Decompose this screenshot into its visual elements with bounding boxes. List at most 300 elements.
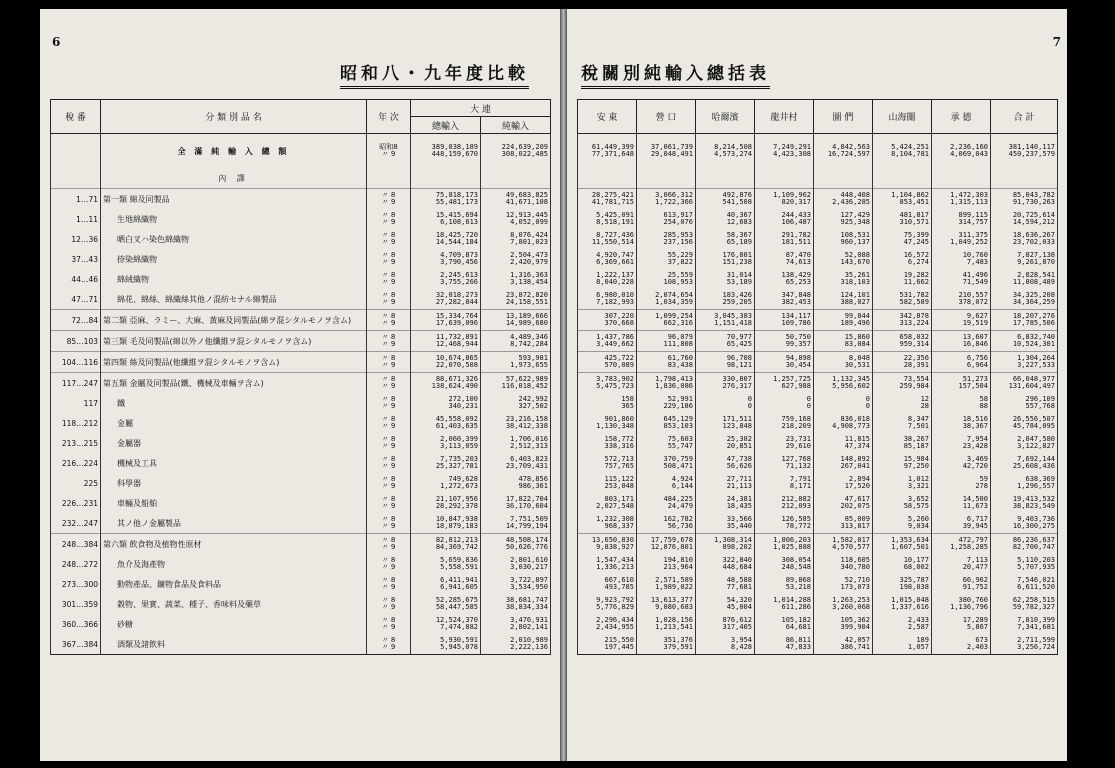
- value-year-8: 33,566: [726, 515, 752, 523]
- row-category: 全 滿 純 輸 入 總 額: [101, 134, 367, 169]
- value-year-9: 97,250: [903, 462, 929, 470]
- value-year-9: 4,423,308: [773, 150, 811, 158]
- value-year-8: 〃 8: [381, 354, 396, 362]
- row-category: 車輛及船舶: [101, 493, 367, 513]
- value-year-8: 1,099,254: [655, 312, 693, 320]
- value-year-8: 1,132,345: [832, 375, 870, 383]
- row-code: 248…384: [51, 534, 101, 555]
- value-year-9: 16,846: [962, 340, 988, 348]
- value-year-9: 0: [806, 402, 811, 410]
- table-row: [51, 473, 551, 493]
- value-year-9: 5,945,078: [440, 643, 478, 651]
- table-row: [578, 634, 1058, 655]
- value-year-9: 28: [920, 402, 929, 410]
- row-category: 綿絨織物: [101, 269, 367, 289]
- value-year-8: 82,812,213: [435, 536, 478, 544]
- value-year-8: 2,433: [907, 616, 929, 624]
- value-year-8: 50,750: [785, 333, 811, 341]
- value-year-8: 7,751,509: [510, 515, 548, 523]
- value-year-9: 6,964: [966, 361, 988, 369]
- value-year-9: 4,069,043: [950, 150, 988, 158]
- row-code: 226…231: [51, 493, 101, 513]
- value-year-9: 1,973,655: [510, 361, 548, 369]
- value-year-8: 105,182: [781, 616, 811, 624]
- value-year-8: 212,882: [781, 495, 811, 503]
- row-category: 科學器: [101, 473, 367, 493]
- table-row: [51, 493, 551, 513]
- value-year-9: 88: [979, 402, 988, 410]
- value-year-9: 68,002: [903, 563, 929, 571]
- value-year-8: 478,856: [518, 475, 548, 483]
- value-year-8: 5,110,203: [1017, 556, 1055, 564]
- value-year-8: 18,636,267: [1012, 231, 1055, 239]
- value-year-9: 〃 9: [381, 563, 396, 571]
- header-customs-2: 哈爾濱: [696, 100, 755, 134]
- value-year-9: 340,231: [448, 402, 478, 410]
- value-year-8: 52,285,675: [435, 596, 478, 604]
- value-year-9: 138,624,490: [431, 382, 478, 390]
- value-year-9: 65,189: [726, 238, 752, 246]
- value-year-8: 12: [920, 395, 929, 403]
- value-year-8: 45,558,092: [435, 415, 478, 423]
- value-year-8: 75,399: [903, 231, 929, 239]
- header-customs-5: 山海關: [873, 100, 932, 134]
- value-year-8: 〃 8: [381, 576, 396, 584]
- value-year-9: 4,908,773: [832, 422, 870, 430]
- table-row: [51, 594, 551, 614]
- value-year-8: 138,429: [781, 271, 811, 279]
- value-year-8: 〃 8: [381, 596, 396, 604]
- value-year-9: 7,182,993: [596, 298, 634, 306]
- value-year-8: 48,588: [726, 576, 752, 584]
- value-year-9: 5,475,723: [596, 382, 634, 390]
- value-year-9: 310,571: [899, 218, 929, 226]
- value-year-8: 57,622,989: [505, 375, 548, 383]
- value-year-8: 21,107,956: [435, 495, 478, 503]
- value-year-9: 〃 9: [381, 238, 396, 246]
- value-year-9: 109,786: [781, 319, 811, 327]
- value-year-8: 99,844: [844, 312, 870, 320]
- value-year-8: 803,171: [604, 495, 634, 503]
- value-year-9: 314,757: [958, 218, 988, 226]
- value-year-8: 62,258,515: [1012, 596, 1055, 604]
- value-year-8: 115,122: [604, 475, 634, 483]
- value-year-9: 111,808: [663, 340, 693, 348]
- value-year-8: 10,177: [903, 556, 929, 564]
- row-code: 225: [51, 473, 101, 493]
- value-year-8: 13,613,377: [650, 596, 693, 604]
- value-year-8: 13,650,830: [591, 536, 634, 544]
- row-code: 85…103: [51, 331, 101, 352]
- row-code: 360…366: [51, 614, 101, 634]
- value-year-8: 1,304,264: [1017, 354, 1055, 362]
- value-year-8: 2,010,989: [510, 636, 548, 644]
- table-row: [578, 534, 1058, 555]
- value-year-8: 〃 8: [381, 616, 396, 624]
- value-year-8: 2,074,654: [655, 291, 693, 299]
- value-year-9: 7,501: [907, 422, 929, 430]
- value-year-8: 658,032: [899, 333, 929, 341]
- value-year-8: 58,367: [726, 231, 752, 239]
- value-year-8: 126,585: [781, 515, 811, 523]
- value-year-9: 1,136,796: [950, 603, 988, 611]
- value-year-8: 27,711: [726, 475, 752, 483]
- value-year-8: 244,433: [781, 211, 811, 219]
- value-year-8: 41,496: [962, 271, 988, 279]
- value-year-8: 〃 8: [381, 291, 396, 299]
- value-year-9: 1,272,673: [440, 482, 478, 490]
- value-year-9: 30,531: [844, 361, 870, 369]
- row-category: 第二類 亞麻、ラミー、大麻、黃麻及同製品(綿ヲ混シタルモノヲ含ム): [101, 310, 367, 331]
- value-year-8: 11,815: [844, 435, 870, 443]
- value-year-8: 210,557: [958, 291, 988, 299]
- value-year-9: 2,222,136: [510, 643, 548, 651]
- value-year-8: 2,236,160: [950, 143, 988, 151]
- value-year-9: 〃 9: [381, 218, 396, 226]
- value-year-9: 1,315,113: [950, 198, 988, 206]
- value-year-8: 158,772: [604, 435, 634, 443]
- value-year-8: 3,783,902: [596, 375, 634, 383]
- row-category: 晒白叉ハ染色綿織物: [101, 229, 367, 249]
- value-year-9: 28,391: [903, 361, 929, 369]
- value-year-9: 38,823,549: [1012, 502, 1055, 510]
- header-customs-1: 營 口: [637, 100, 696, 134]
- value-year-8: 307,220: [604, 312, 634, 320]
- value-year-9: 〃 9: [381, 643, 396, 651]
- value-year-8: 5,930,591: [440, 636, 478, 644]
- value-year-8: 61,760: [667, 354, 693, 362]
- value-year-8: 6,980,010: [596, 291, 634, 299]
- value-year-9: 8,104,781: [891, 150, 929, 158]
- value-year-8: 381,140,117: [1008, 143, 1055, 151]
- value-year-9: 448,159,670: [431, 150, 478, 158]
- value-year-9: 143,670: [840, 258, 870, 266]
- value-year-9: 23,428: [962, 442, 988, 450]
- value-year-9: 340,780: [840, 563, 870, 571]
- value-year-9: 2,434,955: [596, 623, 634, 631]
- value-year-8: 380,760: [958, 596, 988, 604]
- value-year-8: 〃 8: [381, 395, 396, 403]
- row-code: [51, 168, 101, 189]
- value-year-9: 71,132: [785, 462, 811, 470]
- value-year-8: 572,713: [604, 455, 634, 463]
- value-year-9: 6,611,520: [1017, 583, 1055, 591]
- table-row: [578, 310, 1058, 331]
- value-year-9: 925,348: [840, 218, 870, 226]
- value-year-9: 11,662: [903, 278, 929, 286]
- table-row: [51, 373, 551, 394]
- value-year-9: 53,189: [726, 278, 752, 286]
- value-year-8: 127,768: [781, 455, 811, 463]
- value-year-8: 47,738: [726, 455, 752, 463]
- value-year-8: 4,920,747: [596, 251, 634, 259]
- value-year-8: 〃 8: [381, 271, 396, 279]
- value-year-9: 3,256,724: [1017, 643, 1055, 651]
- value-year-8: 48,508,174: [505, 536, 548, 544]
- value-year-9: 820,317: [781, 198, 811, 206]
- value-year-9: 8,171: [789, 482, 811, 490]
- value-year-8: 325,787: [899, 576, 929, 584]
- value-year-8: 6,832,740: [1017, 333, 1055, 341]
- value-year-8: 2,047,580: [1017, 435, 1055, 443]
- value-year-8: 2,296,434: [596, 616, 634, 624]
- value-year-8: 1,547,434: [596, 556, 634, 564]
- row-category: 第五類 金屬及同製品(鐵、機械及車輛ヲ含ム): [101, 373, 367, 394]
- value-year-9: 14,799,194: [505, 522, 548, 530]
- value-year-9: 3,755,266: [440, 278, 478, 286]
- value-year-9: 11,673: [962, 502, 988, 510]
- value-year-9: 0: [747, 402, 752, 410]
- value-year-8: 1,308,314: [714, 536, 752, 544]
- value-year-8: 1,222,137: [596, 271, 634, 279]
- left-table: [50, 99, 551, 655]
- value-year-8: 7,113: [966, 556, 988, 564]
- value-year-8: 85,043,782: [1012, 191, 1055, 199]
- value-year-8: 291,782: [781, 231, 811, 239]
- header-customs-3: 龍井村: [755, 100, 814, 134]
- value-year-8: 1,706,016: [510, 435, 548, 443]
- value-year-8: 6,411,941: [440, 576, 478, 584]
- value-year-9: 30,454: [785, 361, 811, 369]
- row-code: 301…359: [51, 594, 101, 614]
- value-year-9: 365: [621, 402, 634, 410]
- value-year-8: 54,320: [726, 596, 752, 604]
- table-row: [51, 534, 551, 555]
- value-year-8: 89,868: [785, 576, 811, 584]
- value-year-8: 1,806,203: [773, 536, 811, 544]
- value-year-8: 15,984: [903, 455, 929, 463]
- value-year-9: 151,238: [722, 258, 752, 266]
- value-year-9: 〃 9: [381, 482, 396, 490]
- value-year-9: 59,782,327: [1012, 603, 1055, 611]
- value-year-9: 58,575: [903, 502, 929, 510]
- value-year-8: 759,168: [781, 415, 811, 423]
- value-year-8: 22,356: [903, 354, 929, 362]
- value-year-9: 986,361: [518, 482, 548, 490]
- row-code: 367…384: [51, 634, 101, 655]
- table-row: [51, 269, 551, 289]
- value-year-8: 148,892: [840, 455, 870, 463]
- value-year-8: 0: [865, 395, 870, 403]
- value-year-8: 5,424,251: [891, 143, 929, 151]
- value-year-8: 40,367: [726, 211, 752, 219]
- value-year-8: 8,076,424: [510, 231, 548, 239]
- row-code: 117…247: [51, 373, 101, 394]
- value-year-8: 70,977: [726, 333, 752, 341]
- value-year-8: 5,659,836: [440, 556, 478, 564]
- value-year-9: 853,103: [663, 422, 693, 430]
- row-category: 第一類 綿及同製品: [101, 189, 367, 210]
- value-year-8: 1,263,253: [832, 596, 870, 604]
- value-year-9: 14,544,184: [435, 238, 478, 246]
- value-year-9: 8,428: [730, 643, 752, 651]
- value-year-8: 1,028,156: [655, 616, 693, 624]
- row-category: 金屬器: [101, 433, 367, 453]
- value-year-9: 317,405: [722, 623, 752, 631]
- table-row: [51, 634, 551, 655]
- table-row: [578, 413, 1058, 433]
- value-year-9: 85,187: [903, 442, 929, 450]
- value-year-9: 1,130,348: [596, 422, 634, 430]
- value-year-9: 23,702,033: [1012, 238, 1055, 246]
- value-year-9: 213,964: [663, 563, 693, 571]
- value-year-8: 481,817: [899, 211, 929, 219]
- table-row: [578, 229, 1058, 249]
- value-year-9: 84,369,742: [435, 543, 478, 551]
- table-row: [578, 289, 1058, 310]
- value-year-9: 1,722,366: [655, 198, 693, 206]
- value-year-9: 3,113,059: [440, 442, 478, 450]
- table-row: [578, 614, 1058, 634]
- value-year-8: 9,923,792: [596, 596, 634, 604]
- value-year-9: 6,941,605: [440, 583, 478, 591]
- value-year-8: 85,009: [844, 515, 870, 523]
- row-category: 內 譯: [101, 168, 367, 189]
- table-row: [51, 168, 551, 189]
- row-category: 第四類 絲及同製品(他纖維ヲ混シタルモノヲ含ム): [101, 352, 367, 373]
- value-year-9: 12,468,944: [435, 340, 478, 348]
- value-year-8: 18,425,720: [435, 231, 478, 239]
- value-year-9: 448,684: [722, 563, 752, 571]
- value-year-9: 25,327,781: [435, 462, 478, 470]
- value-year-8: 86,236,637: [1012, 536, 1055, 544]
- value-year-9: 14,594,212: [1012, 218, 1055, 226]
- value-year-9: 61,403,635: [435, 422, 478, 430]
- value-year-8: 13,607: [962, 333, 988, 341]
- page-number-left: 6: [52, 35, 61, 49]
- value-year-9: 27,282,844: [435, 298, 478, 306]
- value-year-8: 901,860: [604, 415, 634, 423]
- value-year-9: 〃 9: [381, 522, 396, 530]
- value-year-9: 12,683: [726, 218, 752, 226]
- value-year-9: 106,487: [781, 218, 811, 226]
- row-code: 104…116: [51, 352, 101, 373]
- value-year-8: 3,652: [907, 495, 929, 503]
- value-year-8: 8,347: [907, 415, 929, 423]
- value-year-9: 1,213,541: [655, 623, 693, 631]
- value-year-9: 58,447,585: [435, 603, 478, 611]
- value-year-9: 508,471: [663, 462, 693, 470]
- value-year-9: 3,790,456: [440, 258, 478, 266]
- value-year-9: 41,781,715: [591, 198, 634, 206]
- table-row: [51, 453, 551, 473]
- value-year-9: 267,041: [840, 462, 870, 470]
- header-dairen: 大 連: [411, 100, 551, 117]
- value-year-9: 1,607,501: [891, 543, 929, 551]
- value-year-9: 〃 9: [381, 462, 396, 470]
- row-code: 1…71: [51, 189, 101, 210]
- table-row: [51, 614, 551, 634]
- value-year-9: 77,681: [726, 583, 752, 591]
- value-year-8: 7,249,291: [773, 143, 811, 151]
- row-category: 鐵: [101, 393, 367, 413]
- value-year-8: 〃 8: [381, 495, 396, 503]
- value-year-9: 259,984: [899, 382, 929, 390]
- value-year-9: 45,004: [726, 603, 752, 611]
- value-year-8: 25,302: [726, 435, 752, 443]
- value-year-9: 〃 9: [381, 319, 396, 327]
- value-year-9: 71,549: [962, 278, 988, 286]
- table-row: [51, 331, 551, 352]
- value-year-8: 23,872,820: [505, 291, 548, 299]
- value-year-9: 327,502: [518, 402, 548, 410]
- table-row: [578, 352, 1058, 373]
- value-year-9: 9,838,927: [596, 543, 634, 551]
- value-year-8: 〃 8: [381, 515, 396, 523]
- value-year-9: 〃 9: [381, 543, 396, 551]
- value-year-9: 35,440: [726, 522, 752, 530]
- value-year-8: 34,325,208: [1012, 291, 1055, 299]
- value-year-8: 1,104,862: [891, 191, 929, 199]
- value-year-8: 10,674,865: [435, 354, 478, 362]
- table-row: [578, 393, 1058, 413]
- value-year-9: 28,292,378: [435, 502, 478, 510]
- value-year-8: 3,469: [966, 455, 988, 463]
- header-code: 稅 番: [51, 100, 101, 134]
- value-year-9: 229,186: [663, 402, 693, 410]
- table-row: [578, 453, 1058, 473]
- value-year-8: 613,917: [663, 211, 693, 219]
- value-year-8: 32,018,273: [435, 291, 478, 299]
- value-year-8: 9,403,736: [1017, 515, 1055, 523]
- value-year-9: 197,445: [604, 643, 634, 651]
- value-year-8: 134,117: [781, 312, 811, 320]
- value-year-8: 19,413,532: [1012, 495, 1055, 503]
- value-year-8: 311,375: [958, 231, 988, 239]
- row-code: 1…11: [51, 209, 101, 229]
- value-year-9: 〃 9: [381, 150, 396, 158]
- value-year-8: 1,353,634: [891, 536, 929, 544]
- value-year-8: 351,376: [663, 636, 693, 644]
- value-year-8: 88,671,326: [435, 375, 478, 383]
- value-year-8: 〃 8: [381, 415, 396, 423]
- value-year-9: 29,610: [785, 442, 811, 450]
- header-total-import: 總輸入: [411, 117, 481, 134]
- value-year-9: 3,449,662: [596, 340, 634, 348]
- value-year-9: 4,052,099: [510, 218, 548, 226]
- value-year-9: 34,364,259: [1012, 298, 1055, 306]
- value-year-8: 25,559: [667, 271, 693, 279]
- table-row: [578, 574, 1058, 594]
- value-year-8: 1,472,303: [950, 191, 988, 199]
- value-year-9: 1,034,359: [655, 298, 693, 306]
- value-year-9: 898,202: [722, 543, 752, 551]
- value-year-9: 7,341,681: [1017, 623, 1055, 631]
- value-year-9: 〃 9: [381, 583, 396, 591]
- value-year-8: 28,275,421: [591, 191, 634, 199]
- value-year-9: 98,121: [726, 361, 752, 369]
- header-customs-4: 圖 們: [814, 100, 873, 134]
- value-year-9: 45,784,095: [1012, 422, 1055, 430]
- value-year-9: 82,700,747: [1012, 543, 1055, 551]
- value-year-8: 59: [979, 475, 988, 483]
- value-year-9: 16,300,275: [1012, 522, 1055, 530]
- value-year-9: 41,671,108: [505, 198, 548, 206]
- value-year-9: 1,049,252: [950, 238, 988, 246]
- value-year-8: 2,711,599: [1017, 636, 1055, 644]
- value-year-9: 23,709,431: [505, 462, 548, 470]
- value-year-8: 272,100: [448, 395, 478, 403]
- row-code: 12…36: [51, 229, 101, 249]
- value-year-9: 611,286: [781, 603, 811, 611]
- value-year-8: 96,708: [726, 354, 752, 362]
- row-code: 232…247: [51, 513, 101, 534]
- header-customs-0: 安 東: [578, 100, 637, 134]
- value-year-9: 3,260,068: [832, 603, 870, 611]
- value-year-8: 〃 8: [381, 556, 396, 564]
- value-year-8: 14,500: [962, 495, 988, 503]
- value-year-8: 75,818,173: [435, 191, 478, 199]
